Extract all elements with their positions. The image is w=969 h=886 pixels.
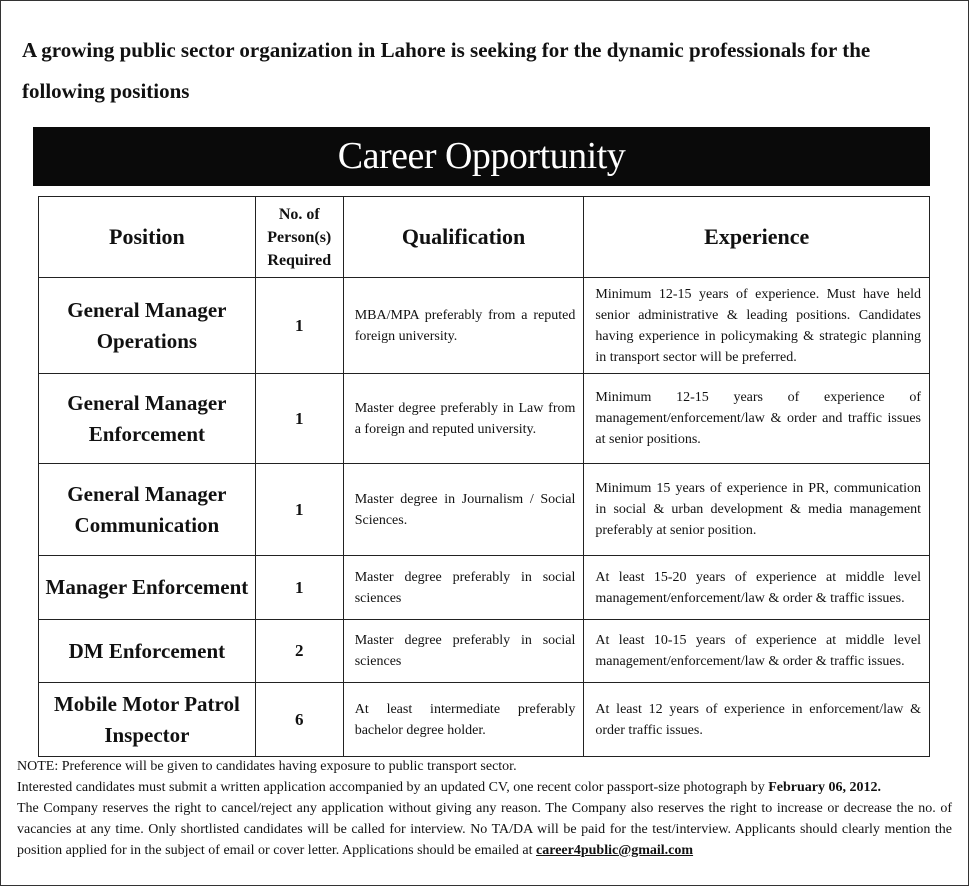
count-cell: 2	[255, 620, 343, 683]
qualification-cell: Master degree in Journalism / Social Sciences.	[343, 464, 584, 556]
table-row	[39, 683, 930, 757]
experience-cell: Minimum 15 years of experience in PR, communication in social & urban development & media management preferably at senior position.	[584, 464, 930, 556]
experience-cell: At least 10-15 years of experience at middle level management/enforcement/law & order & traffic issues.	[584, 620, 930, 683]
count-cell: 6	[255, 683, 343, 757]
qualification-cell: MBA/MPA preferably from a reputed foreign university.	[343, 278, 584, 374]
banner-title: Career Opportunity	[33, 127, 930, 186]
note-terms: The Company reserves the right to cancel/reject any application without giving any reason. The Company also reserves the right to increase or decrease the no. of vacancies at any time. Only shortlisted candidates will be called for interview. No TA/DA will be paid for the test/interview. Applicants should clearly mention the position applied for in the subject of email or cover letter. Applications should be emailed at career4public@gmail.com	[17, 801, 952, 858]
header-position: Position	[39, 197, 256, 278]
table-row	[39, 464, 930, 556]
table-row	[39, 278, 930, 374]
count-cell: 1	[255, 374, 343, 464]
table-row	[39, 556, 930, 620]
note-preference: NOTE: Preference will be given to candidates having exposure to public transport sector.	[17, 759, 517, 774]
table-header-row	[39, 197, 930, 278]
count-cell: 1	[255, 464, 343, 556]
qualification-cell: At least intermediate preferably bachelor degree holder.	[343, 683, 584, 757]
note-submit: Interested candidates must submit a written application accompanied by an updated CV, one recent color passport-size photograph by February 06, 2012.	[17, 780, 882, 795]
position-cell: Manager Enforcement	[39, 556, 256, 620]
headline: A growing public sector organization in Lahore is seeking for the dynamic professionals for the following positions	[22, 38, 871, 103]
email-link[interactable]: career4public@gmail.com	[536, 843, 694, 858]
position-cell: DM Enforcement	[39, 620, 256, 683]
header-qualification: Qualification	[343, 197, 584, 278]
qualification-cell: Master degree preferably in social sciences	[343, 556, 584, 620]
positions-table	[38, 196, 930, 757]
experience-cell: Minimum 12-15 years of experience of management/enforcement/law & order and traffic issues at senior positions.	[584, 374, 930, 464]
position-cell: General Manager Enforcement	[39, 374, 256, 464]
experience-cell: At least 15-20 years of experience at middle level management/enforcement/law & order & traffic issues.	[584, 556, 930, 620]
position-cell: Mobile Motor Patrol Inspector	[39, 683, 256, 757]
count-cell: 1	[255, 556, 343, 620]
position-cell: General Manager Communication	[39, 464, 256, 556]
qualification-cell: Master degree preferably in social sciences	[343, 620, 584, 683]
experience-cell: Minimum 12-15 years of experience. Must have held senior administrative & leading positions. Candidates having experience in policymaking & strategic planning in transport sector will be preferred.	[584, 278, 930, 374]
header-experience: Experience	[584, 197, 930, 278]
header-count: No. of Person(s) Required	[255, 197, 343, 278]
count-cell: 1	[255, 278, 343, 374]
table-row	[39, 620, 930, 683]
deadline: February 06, 2012.	[768, 780, 882, 795]
position-cell: General Manager Operations	[39, 278, 256, 374]
qualification-cell: Master degree preferably in Law from a foreign and reputed university.	[343, 374, 584, 464]
notes	[17, 756, 952, 861]
experience-cell: At least 12 years of experience in enforcement/law & order traffic issues.	[584, 683, 930, 757]
table-row	[39, 374, 930, 464]
